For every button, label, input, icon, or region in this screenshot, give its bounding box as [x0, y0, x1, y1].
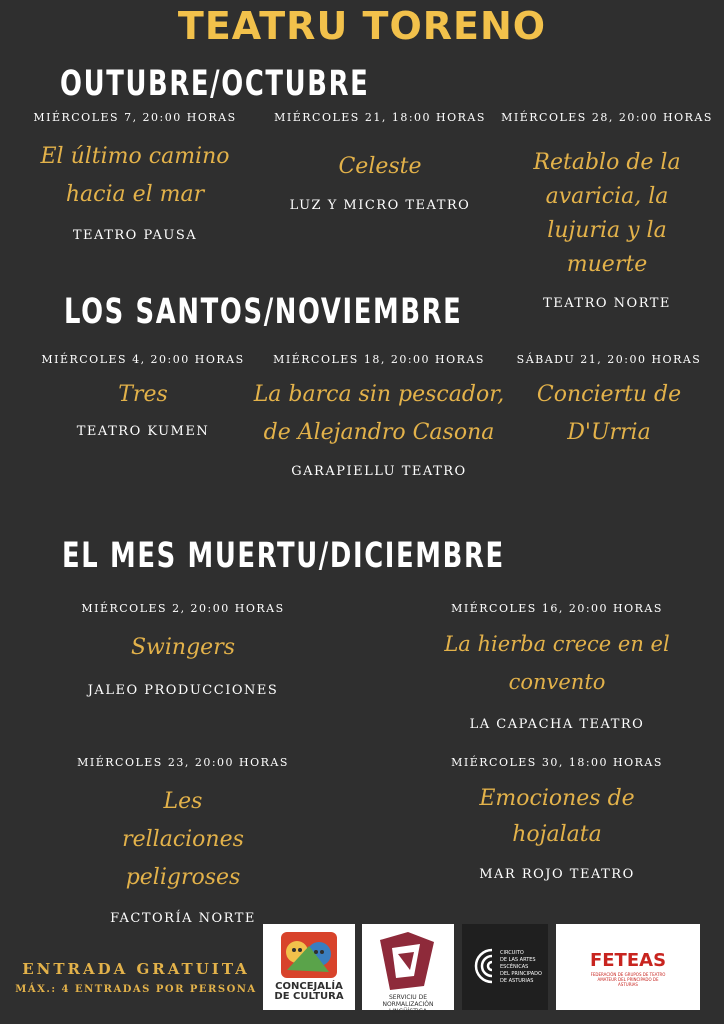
- event-play-title: Swingers: [130, 635, 236, 660]
- feteas-logo: [556, 924, 700, 1010]
- month-heading-october: OUTUBRE/OCTUBRE: [60, 64, 370, 104]
- event-company: GARAPIELLU TEATRO: [291, 464, 467, 479]
- event-play-title: Emociones de hojalata: [479, 786, 635, 847]
- event-date: MIÉRCOLES 28, 20:00 HORAS: [501, 111, 713, 124]
- event-card: [270, 111, 490, 213]
- event-play-title: La barca sin pescador, de Alejandro Casona: [253, 382, 505, 445]
- event-play-title: Retablo de la avaricia, la lujuria y la muerte: [533, 150, 681, 277]
- circuito-line3: ESCÉNICAS: [500, 964, 529, 970]
- event-date: MIÉRCOLES 16, 20:00 HORAS: [451, 602, 663, 615]
- event-date: MIÉRCOLES 4, 20:00 HORAS: [41, 353, 245, 366]
- circle-arcs-icon: [470, 946, 504, 986]
- circuito-artes-escenicas-logo: [462, 924, 548, 1010]
- month-heading-december: EL MES MUERTU/DICIEMBRE: [62, 536, 505, 576]
- event-company: MAR ROJO TEATRO: [479, 867, 635, 882]
- event-company: JALEO PRODUCCIONES: [87, 683, 279, 698]
- event-date: MIÉRCOLES 21, 18:00 HORAS: [274, 111, 486, 124]
- event-company: LUZ Y MICRO TEATRO: [289, 198, 471, 213]
- concejalia-line1: CONCEJALÍA: [275, 981, 343, 992]
- concejalia-line2: DE CULTURA: [274, 991, 344, 1002]
- event-card: [396, 602, 718, 732]
- circuito-line5: DE ASTURIAS: [500, 978, 534, 984]
- event-card: [60, 756, 306, 926]
- month-heading-november: LOS SANTOS/NOVIEMBRE: [64, 292, 463, 332]
- event-play-title: Conciertu de D'Urria: [536, 382, 682, 445]
- event-card: [512, 353, 706, 452]
- event-card: [500, 111, 714, 311]
- event-card: [252, 353, 506, 479]
- event-card: [60, 602, 306, 698]
- feteas-subtitle: FEDERACIÓN DE GRUPOS DE TEATRO AMATEUR DEL PRINCIPADO DE ASTURIAS: [590, 972, 666, 987]
- event-card: [40, 353, 246, 439]
- free-entry-label: ENTRADA GRATUITA: [22, 960, 250, 978]
- page-title: TEATRU TORENO: [177, 4, 547, 48]
- event-date: SÁBADU 21, 20:00 HORAS: [516, 353, 702, 366]
- circuito-line1: CIRCUITO: [500, 950, 524, 956]
- event-date: MIÉRCOLES 2, 20:00 HORAS: [81, 602, 285, 615]
- event-company: TEATRO PAUSA: [72, 228, 198, 243]
- circuito-line4: DEL PRINCIPADO: [500, 971, 542, 977]
- event-company: FACTORÍA NORTE: [110, 911, 256, 926]
- circuito-line2: DE LAS ARTES: [500, 957, 536, 963]
- event-card: [446, 756, 668, 882]
- event-play-title: El último camino hacia el mar: [40, 144, 230, 207]
- event-play-title: Celeste: [338, 154, 422, 179]
- event-date: MIÉRCOLES 23, 20:00 HORAS: [77, 756, 289, 769]
- event-company: TEATRO KUMEN: [76, 424, 210, 439]
- normalizacion-text: SERVICIU DE NORMALIZACIÓN LINGÜÍSTICA: [382, 994, 434, 1015]
- normalizacion-linguistica-logo: [362, 924, 454, 1015]
- max-tickets-label: MÁX.: 4 ENTRADAS POR PERSONA: [15, 984, 257, 995]
- feteas-name: FETEAS: [589, 950, 667, 971]
- event-play-title: Tres: [118, 382, 168, 407]
- event-date: MIÉRCOLES 30, 18:00 HORAS: [451, 756, 663, 769]
- event-play-title: La hierba crece en el convento: [444, 632, 670, 694]
- concejalia-cultura-logo: [263, 924, 355, 1010]
- event-date: MIÉRCOLES 18, 20:00 HORAS: [273, 353, 485, 366]
- event-play-title: Les rellaciones peligroses: [122, 789, 244, 890]
- entry-info: [14, 960, 258, 995]
- event-card: [30, 111, 240, 243]
- event-company: LA CAPACHA TEATRO: [469, 717, 645, 732]
- event-date: MIÉRCOLES 7, 20:00 HORAS: [33, 111, 237, 124]
- event-company: TEATRO NORTE: [543, 296, 671, 311]
